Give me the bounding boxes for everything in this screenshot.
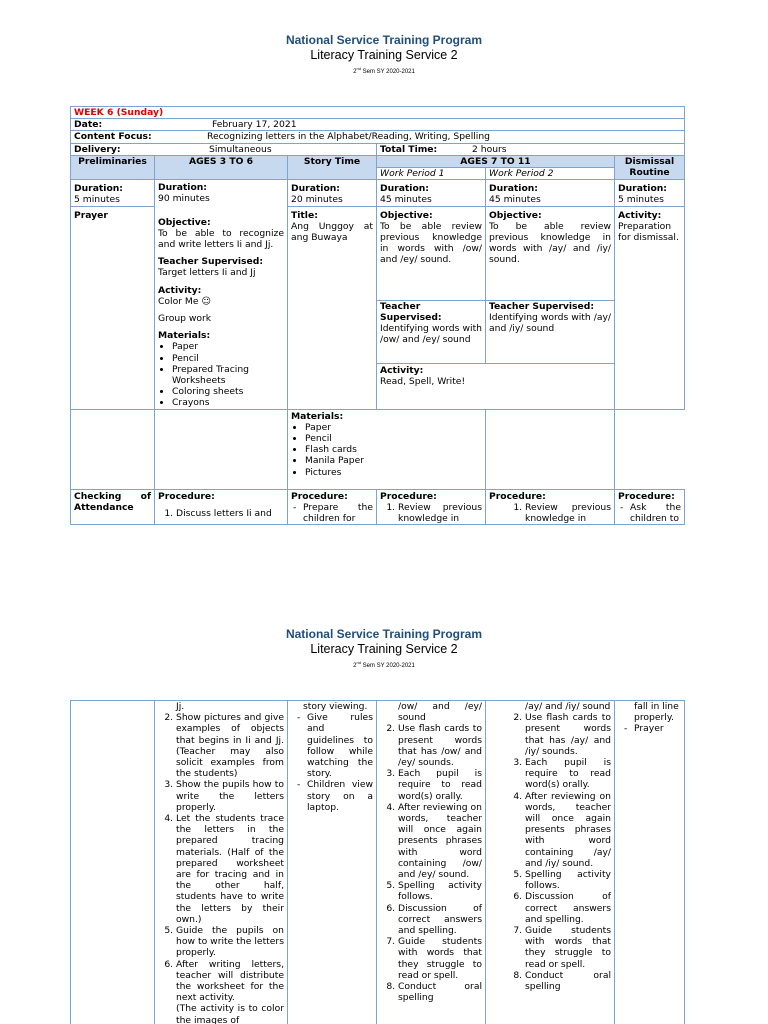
col-dismissal: Dismissal Routine <box>615 155 685 179</box>
list-item: 2. Use flash cards to present words that has /ow/ and /ey/ sounds. <box>398 723 482 768</box>
ages711-materials-list <box>291 422 482 478</box>
program-title: National Service Training Program <box>285 33 483 47</box>
course-title: Literacy Training Service 2 <box>310 48 458 62</box>
duration-ages36: 90 minutes <box>158 193 210 205</box>
list-item: • Prepared Tracing Worksheets <box>172 364 284 386</box>
focus-row <box>71 131 685 143</box>
list-item: - Ask the children to <box>630 502 681 524</box>
dismissal-cont: fall in line properly. <box>634 701 679 724</box>
ages711-activity-cell <box>377 363 615 409</box>
procedure-label: Procedure: <box>618 490 675 502</box>
date-row <box>71 119 685 131</box>
delivery-value: Simultaneous <box>209 143 272 155</box>
total-label: Total Time: <box>380 143 438 155</box>
duration-label: Duration: <box>489 183 538 195</box>
list-item: 8. Conduct oral spelling <box>398 981 482 1003</box>
col-preliminaries: Preliminaries <box>71 155 155 179</box>
dismissal-activity: Preparation for dismissal. <box>618 220 679 244</box>
wp1-procedure-list <box>380 502 482 524</box>
wp1-procedure-continued <box>377 701 486 1024</box>
dismissal-procedure-list <box>618 502 681 524</box>
procedure-label: Procedure: <box>489 490 546 502</box>
duration-dismissal: 5 minutes <box>618 194 664 206</box>
wp2-objective-cell <box>486 206 615 300</box>
dismissal-procedure-continued <box>615 701 685 1024</box>
story-title: Ang Unggoy at ang Buwaya <box>291 220 373 244</box>
list-item: 5. Spelling activity follows. <box>525 869 611 891</box>
col-ages-7-11: AGES 7 TO 11 <box>377 155 615 167</box>
duration-label: Duration: <box>158 182 207 194</box>
wp1-procedure-list-continued <box>380 723 482 1003</box>
prayer-label: Prayer <box>71 206 155 409</box>
activity-label: Activity: <box>158 284 202 296</box>
checking-attendance: Checking of Attendance <box>71 489 155 525</box>
page1-header <box>0 33 768 78</box>
list-item: 5. Guide the pupils on how to write the letters properly. <box>176 925 284 959</box>
lesson-plan-table-continued <box>70 700 685 1024</box>
ages36-procedure-continued <box>155 701 288 1024</box>
list-item: 7. Guide students with words that they struggle to read or spell. <box>525 925 611 970</box>
course-title: Literacy Training Service 2 <box>310 642 458 656</box>
dismissal-procedure-list-continued <box>618 723 681 734</box>
duration-story: 20 minutes <box>291 194 343 206</box>
ages36-teacher-supervised: Target letters Ii and Jj <box>158 267 256 279</box>
work-period-1: Work Period 1 <box>377 168 486 180</box>
duration-row <box>71 180 685 206</box>
story-cont: story viewing. <box>303 701 368 712</box>
ages36-procedure-list <box>158 508 284 519</box>
ages36-materials-list <box>158 341 284 408</box>
materials-label: Materials: <box>291 410 344 422</box>
list-item: 7. Guide students with words that they struggle to read or spell. <box>398 936 482 981</box>
wp2-procedure-list <box>489 502 611 524</box>
list-item: • Pictures <box>305 467 482 478</box>
program-title: National Service Training Program <box>285 627 483 641</box>
page2-clip <box>0 700 768 1024</box>
teacher-supervised-label: Teacher Supervised: <box>380 300 442 323</box>
list-item: • Pencil <box>172 353 284 364</box>
wp1-teacher-supervised: Identifying words with /ow/ and /ey/ sound <box>380 323 482 346</box>
objective-label: Objective: <box>158 216 211 228</box>
dismissal-procedure-cell <box>615 489 685 525</box>
ages36-activity: Color Me ☺ <box>158 295 211 307</box>
story-procedure-list-continued <box>291 712 373 813</box>
ages-3-6-cell <box>155 180 288 409</box>
list-item: 2. Show pictures and give examples of objects that begins in Ii and Jj.(Teacher may also solicit examples from the students) <box>176 712 284 779</box>
list-item: 4. After reviewing on words, teacher will once again presents phrases with word containing /ay/ and /iy/ sound. <box>525 791 611 869</box>
wp2-teacher-cell <box>486 300 615 363</box>
story-procedure-list <box>291 502 373 524</box>
list-item: 6. Discussion of correct answers and spelling. <box>525 891 611 925</box>
wp2-objective: To be able review previous knowledge in words with /ay/ and /iy/ sound. <box>489 220 611 266</box>
story-procedure-continued <box>288 701 377 1024</box>
date-value: February 17, 2021 <box>212 119 297 131</box>
list-item: 3. Each pupil is require to read word(s) orally. <box>398 768 482 802</box>
procedure-label: Procedure: <box>291 490 348 502</box>
wp1-objective: To be able review previous knowledge in words with /ow/ and /ey/ sound. <box>380 220 482 266</box>
list-item: 1. Review previous knowledge in <box>525 502 611 524</box>
list-item: • Flash cards <box>305 444 482 455</box>
list-item: 3. Show the pupils how to write the letters properly. <box>176 779 284 813</box>
list-item: • Coloring sheets <box>172 386 284 397</box>
ages711-activity: Read, Spell, Write! <box>380 375 466 387</box>
week-row <box>71 107 685 119</box>
activity-label: Activity: <box>618 209 662 221</box>
semester-line: 2nd Sem SY 2020-2021 <box>353 66 415 75</box>
duration-label: Duration: <box>74 183 123 195</box>
date-label: Date: <box>74 119 103 131</box>
list-item: • Paper <box>305 422 482 433</box>
list-item: 4. After reviewing on words, teacher will once again presents phrases with word containing /ow/ and /ey/ sound. <box>398 802 482 880</box>
duration-label: Duration: <box>618 183 667 195</box>
wp1-objective-cell <box>377 206 486 300</box>
wp2-procedure-list-continued <box>489 712 611 992</box>
list-item: - Give rules and guidelines to follow while watching the story. <box>307 712 373 779</box>
duration-wp1: 45 minutes <box>380 194 432 206</box>
work-period-2: Work Period 2 <box>486 168 615 180</box>
list-item: 6. After writing letters, teacher will distribute the worksheet for the next activity. <box>176 959 284 1004</box>
list-item: 1. Discuss letters Ii and <box>176 508 284 519</box>
list-item: 2. Use flash cards to present words that has /ay/ and /iy/ sounds. <box>525 712 611 757</box>
list-item: 3. Each pupil is require to read word(s) orally. <box>525 757 611 791</box>
dismissal-activity-cell <box>615 206 685 409</box>
total-value: 2 hours <box>472 143 507 155</box>
duration-label: Duration: <box>291 183 340 195</box>
list-item: • Paper <box>172 341 284 352</box>
list-item: - Prayer <box>634 723 681 734</box>
wp2-cont: /ay/ and /iy/ sound <box>525 701 611 712</box>
ages36-procedure-list-continued <box>158 712 284 1003</box>
wp1-teacher-cell <box>377 300 486 363</box>
ages36-cont: Jj. <box>176 701 185 712</box>
list-item: • Manila Paper <box>305 455 482 466</box>
list-item: - Children view story on a laptop. <box>307 779 373 813</box>
duration-prelim: 5 minutes <box>74 194 120 206</box>
ages36-group-work: Group work <box>158 313 212 325</box>
list-item: 1. Review previous knowledge in <box>398 502 482 524</box>
story-title-cell <box>288 206 377 409</box>
delivery-label: Delivery: <box>74 143 121 155</box>
title-label: Title: <box>291 209 318 221</box>
delivery-row <box>71 143 685 155</box>
list-item: 4. Let the students trace the letters in the prepared tracing materials. (Half of the prepared worksheet are for tracing and in the other half, students have to write the letters by their own.) <box>176 813 284 925</box>
wp2-teacher-supervised: Identifying words with /ay/ and /iy/ sound <box>489 311 611 335</box>
lesson-plan-table <box>70 106 685 525</box>
procedure-label: Procedure: <box>158 490 215 502</box>
focus-label: Content Focus: <box>74 131 152 143</box>
week-label: WEEK 6 (Sunday) <box>71 107 685 119</box>
wp1-cont: /ow/ and /ey/ sound <box>398 701 482 724</box>
procedure-label: Procedure: <box>380 490 437 502</box>
list-item: - Prepare the children for <box>303 502 373 524</box>
column-header-row <box>71 155 685 167</box>
col-story-time: Story Time <box>288 155 377 179</box>
ages36-objective: To be able to recognize and write letters Ii and Jj. <box>158 227 284 251</box>
col-ages-3-6: AGES 3 TO 6 <box>155 155 288 179</box>
procedure-row <box>71 489 685 525</box>
page2-header <box>0 627 768 672</box>
teacher-supervised-label: Teacher Supervised: <box>489 300 595 312</box>
story-procedure-cell <box>288 489 377 525</box>
semester-line: 2nd Sem SY 2020-2021 <box>353 660 415 669</box>
list-item: • Pencil <box>305 433 482 444</box>
materials-row <box>71 409 685 489</box>
duration-label: Duration: <box>380 183 429 195</box>
wp2-procedure-cell <box>486 489 615 525</box>
ages36-tail: (The activity is to color the images of <box>176 1003 284 1024</box>
wp1-procedure-cell <box>377 489 486 525</box>
wp2-procedure-continued <box>486 701 615 1024</box>
duration-wp2: 45 minutes <box>489 194 541 206</box>
teacher-supervised-label: Teacher Supervised: <box>158 256 264 268</box>
ages711-materials-cell <box>288 409 486 489</box>
materials-label: Materials: <box>158 330 211 342</box>
list-item: 6. Discussion of correct answers and spelling. <box>398 903 482 937</box>
focus-value: Recognizing letters in the Alphabet/Reading, Writing, Spelling <box>207 131 491 143</box>
procedure-continued-row <box>71 701 685 1024</box>
objective-label: Objective: <box>489 209 542 221</box>
activity-label: Activity: <box>380 364 424 376</box>
objective-label: Objective: <box>380 209 433 221</box>
ages36-procedure-cell <box>155 489 288 525</box>
list-item: 8. Conduct oral spelling <box>525 970 611 992</box>
list-item: • Crayons <box>172 397 284 408</box>
list-item: 5. Spelling activity follows. <box>398 880 482 902</box>
